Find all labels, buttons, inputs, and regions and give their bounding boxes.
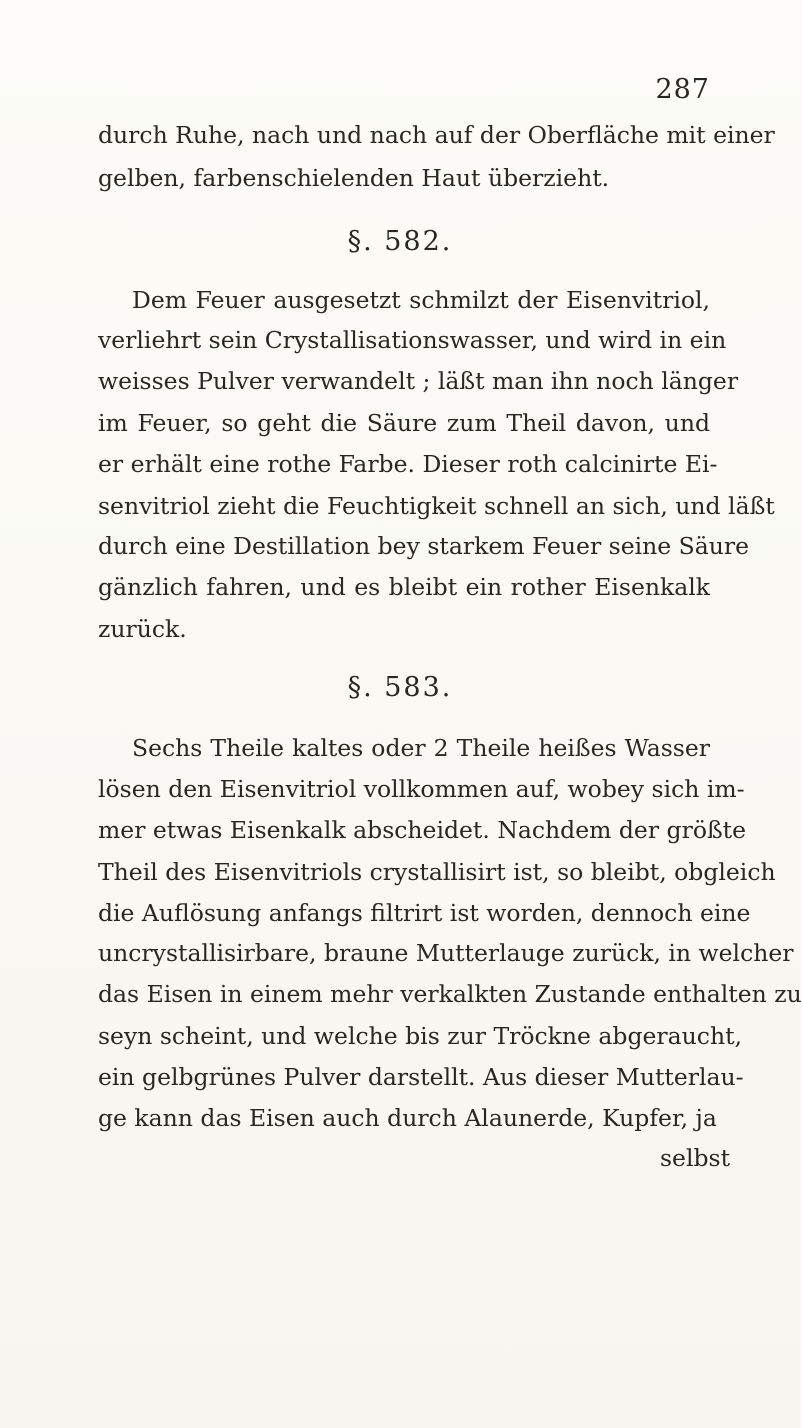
text-line: gänzlich fahren, und es bleibt ein rother Eisenkalk — [98, 573, 710, 601]
section-heading: §. 583. — [347, 672, 453, 703]
text-line: ein gelbgrünes Pulver darstellt. Aus dieser Mutterlau- — [98, 1063, 744, 1091]
text-line: Theil des Eisenvitriols crystallisirt ist, so bleibt, obgleich — [98, 858, 776, 886]
text-line: Sechs Theile kaltes oder 2 Theile heißes Wasser — [132, 734, 710, 762]
page-number: 287 — [655, 74, 710, 105]
text-line: seyn scheint, und welche bis zur Tröckne abgeraucht, — [98, 1022, 743, 1050]
text-line: mer etwas Eisenkalk abscheidet. Nachdem der größte — [98, 816, 747, 844]
text-line: verliehrt sein Crystallisationswasser, und wird in ein — [98, 326, 727, 354]
text-line: lösen den Eisenvitriol vollkommen auf, wobey sich im- — [98, 775, 745, 803]
text-line: durch eine Destillation bey starkem Feuer seine Säure — [98, 532, 750, 560]
text-line: ge kann das Eisen auch durch Alaunerde, Kupfer, ja — [98, 1104, 717, 1132]
text-line: die Auflösung anfangs filtrirt ist worden, dennoch eine — [98, 899, 751, 927]
text-line: im Feuer, so geht die Säure zum Theil davon, und — [98, 409, 710, 437]
text-line: durch Ruhe, nach und nach auf der Oberfläche mit einer — [98, 121, 775, 149]
section-heading: §. 582. — [347, 226, 453, 257]
text-line: senvitriol zieht die Feuchtigkeit schnell an sich, und läßt — [98, 492, 775, 520]
text-line: gelben, farbenschielenden Haut überzieht. — [98, 164, 610, 192]
text-line: das Eisen in einem mehr verkalkten Zustande enthalten zu — [98, 980, 802, 1008]
text-line: weisses Pulver verwandelt ; läßt man ihn noch länger — [98, 367, 739, 395]
text-line: er erhält eine rothe Farbe. Dieser roth calcinirte Ei- — [98, 450, 718, 478]
text-line: uncrystallisirbare, braune Mutterlauge zurück, in welcher — [98, 939, 794, 967]
catchword: selbst — [660, 1144, 731, 1172]
text-line: Dem Feuer ausgesetzt schmilzt der Eisenvitriol, — [132, 286, 710, 314]
text-line: zurück. — [98, 615, 187, 643]
